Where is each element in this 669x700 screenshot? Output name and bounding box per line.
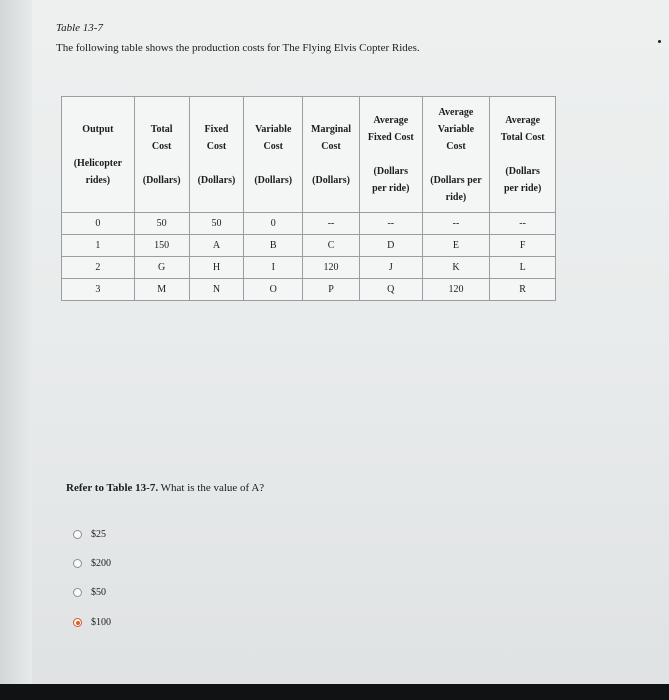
radio-circle-icon[interactable] <box>73 530 82 539</box>
question-text <box>66 482 264 494</box>
radio-circle-icon[interactable] <box>73 588 82 597</box>
col-total-cost: Total Cost (Dollars) <box>134 97 189 213</box>
table-cell: 120 <box>303 257 360 279</box>
header-row <box>62 97 556 213</box>
col-fixed-cost: Fixed Cost (Dollars) <box>189 97 244 213</box>
table-cell: B <box>244 235 303 257</box>
table-cell: 50 <box>134 213 189 235</box>
option-label: $200 <box>91 558 111 569</box>
table-cell: C <box>303 235 360 257</box>
option-label: $25 <box>91 529 106 540</box>
radio-selected-icon[interactable] <box>73 618 82 627</box>
table-cell: N <box>189 279 244 301</box>
table-cell: -- <box>422 213 490 235</box>
table-cell: Q <box>359 279 422 301</box>
table-cell: J <box>359 257 422 279</box>
table-row <box>62 213 556 235</box>
table-cell: 2 <box>62 257 135 279</box>
intro-text: The following table shows the production costs for The Flying Elvis Copter Rides. <box>56 42 420 54</box>
table-cell: 1 <box>62 235 135 257</box>
option-label: $50 <box>91 587 106 598</box>
table-cell: 0 <box>244 213 303 235</box>
table-cell: A <box>189 235 244 257</box>
table-cell: G <box>134 257 189 279</box>
option-25[interactable] <box>73 529 106 540</box>
col-variable-cost: Variable Cost (Dollars) <box>244 97 303 213</box>
table-cell: R <box>490 279 556 301</box>
table-cell: O <box>244 279 303 301</box>
table-row <box>62 279 556 301</box>
question-body: What is the value of A? <box>158 482 265 494</box>
radio-circle-icon[interactable] <box>73 559 82 568</box>
table-cell: -- <box>359 213 422 235</box>
scroll-indicator <box>658 40 661 43</box>
table-cell: M <box>134 279 189 301</box>
table-cell: 3 <box>62 279 135 301</box>
table-cell: E <box>422 235 490 257</box>
table-cell: 150 <box>134 235 189 257</box>
table-cell: K <box>422 257 490 279</box>
col-average-fixed-cost: Average Fixed Cost (Dollars per ride) <box>359 97 422 213</box>
bottom-bar <box>0 684 669 700</box>
col-marginal-cost: Marginal Cost (Dollars) <box>303 97 360 213</box>
option-label: $100 <box>91 617 111 628</box>
question-ref: Refer to Table 13-7. <box>66 482 159 494</box>
table-row <box>62 235 556 257</box>
col-average-variable-cost: Average Variable Cost (Dollars per ride) <box>422 97 490 213</box>
option-100[interactable] <box>73 617 111 628</box>
table-cell: D <box>359 235 422 257</box>
col-average-total-cost: Average Total Cost (Dollars per ride) <box>490 97 556 213</box>
table-cell: -- <box>490 213 556 235</box>
table-cell: -- <box>303 213 360 235</box>
table-cell: 0 <box>62 213 135 235</box>
table-cell: 50 <box>189 213 244 235</box>
table-label: Table 13-7 <box>56 22 103 34</box>
table-cell: H <box>189 257 244 279</box>
option-50[interactable] <box>73 587 106 598</box>
table-cell: 120 <box>422 279 490 301</box>
production-cost-table <box>61 96 556 301</box>
table-row <box>62 257 556 279</box>
table-cell: I <box>244 257 303 279</box>
table-cell: P <box>303 279 360 301</box>
col-output: Output (Helicopter rides) <box>62 97 135 213</box>
table-cell: L <box>490 257 556 279</box>
option-200[interactable] <box>73 558 111 569</box>
page-edge <box>0 0 32 700</box>
table-cell: F <box>490 235 556 257</box>
